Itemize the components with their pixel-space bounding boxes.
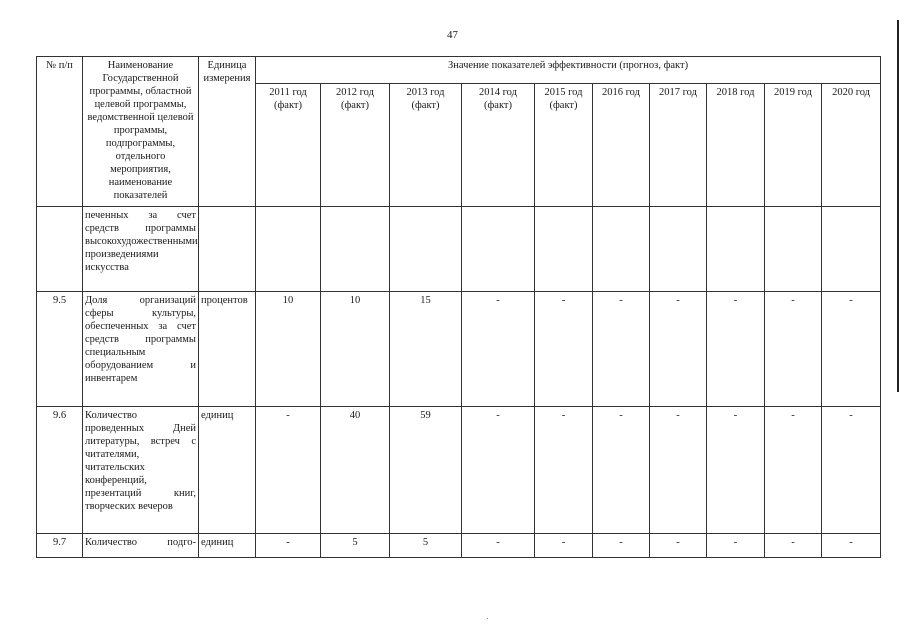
row-name: Количество подго- <box>83 534 199 558</box>
row-value: - <box>535 407 593 534</box>
row-value <box>593 207 650 292</box>
header-year: 2011 год (факт) <box>256 84 321 207</box>
row-value: - <box>256 534 321 558</box>
row-name: Доля организаций сферы культуры, обеспеченных за счет средств программы специальным оборудованием и инвентарем <box>83 292 199 407</box>
row-value: - <box>462 407 535 534</box>
row-value: - <box>707 534 765 558</box>
table-row <box>37 292 881 407</box>
row-value: - <box>650 534 707 558</box>
row-value: - <box>822 534 881 558</box>
page-number: 47 <box>447 29 458 41</box>
header-values-title: Значение показателей эффективности (прогноз, факт) <box>256 57 881 84</box>
header-year: 2017 год <box>650 84 707 207</box>
row-value: - <box>650 292 707 407</box>
row-value: - <box>707 407 765 534</box>
scan-dot <box>487 618 488 619</box>
row-value: - <box>822 407 881 534</box>
header-year: 2012 год (факт) <box>321 84 390 207</box>
row-value: 40 <box>321 407 390 534</box>
header-year: 2016 год <box>593 84 650 207</box>
row-value: - <box>462 534 535 558</box>
page-edge-line <box>897 20 899 392</box>
table-row <box>37 407 881 534</box>
row-value: - <box>593 292 650 407</box>
row-value: 5 <box>390 534 462 558</box>
header-year: 2014 год (факт) <box>462 84 535 207</box>
row-value: - <box>593 534 650 558</box>
row-value: - <box>256 407 321 534</box>
row-unit: единиц <box>199 407 256 534</box>
row-value <box>256 207 321 292</box>
row-unit <box>199 207 256 292</box>
header-unit: Единица измерения <box>199 57 256 207</box>
row-value: 5 <box>321 534 390 558</box>
header-year: 2013 год (факт) <box>390 84 462 207</box>
row-value: 10 <box>256 292 321 407</box>
header-year: 2018 год <box>707 84 765 207</box>
table-row <box>37 207 881 292</box>
row-value: - <box>462 292 535 407</box>
row-value: 59 <box>390 407 462 534</box>
row-value <box>707 207 765 292</box>
row-unit: процентов <box>199 292 256 407</box>
header-num: № п/п <box>37 57 83 207</box>
row-value <box>765 207 822 292</box>
row-value: - <box>535 292 593 407</box>
row-name: печенных за счет средств программы высокохудожественными произведениями искусства <box>83 207 199 292</box>
header-name: Наименование Государственной программы, областной целевой программы, ведомственной целевой программы, подпрограммы, отдельного мероприятия, наименование показателей <box>83 57 199 207</box>
row-value: 15 <box>390 292 462 407</box>
row-unit: единиц <box>199 534 256 558</box>
row-value <box>390 207 462 292</box>
row-value: - <box>822 292 881 407</box>
row-value: - <box>593 407 650 534</box>
row-num: 9.5 <box>37 292 83 407</box>
row-value: - <box>765 407 822 534</box>
table-row <box>37 534 881 558</box>
row-num: 9.6 <box>37 407 83 534</box>
row-value <box>321 207 390 292</box>
row-value <box>822 207 881 292</box>
row-value <box>535 207 593 292</box>
header-year: 2020 год <box>822 84 881 207</box>
row-value: - <box>707 292 765 407</box>
header-year: 2015 год (факт) <box>535 84 593 207</box>
row-value: - <box>535 534 593 558</box>
row-value: - <box>765 534 822 558</box>
row-value <box>650 207 707 292</box>
row-name: Количество проведенных Дней литературы, встреч с читателями, читательских конференций, презентаций книг, творческих вечеров <box>83 407 199 534</box>
header-row <box>37 57 881 84</box>
row-value: - <box>765 292 822 407</box>
header-year: 2019 год <box>765 84 822 207</box>
row-num <box>37 207 83 292</box>
indicators-table <box>36 56 881 558</box>
row-value: - <box>650 407 707 534</box>
row-num: 9.7 <box>37 534 83 558</box>
row-value: 10 <box>321 292 390 407</box>
row-value <box>462 207 535 292</box>
